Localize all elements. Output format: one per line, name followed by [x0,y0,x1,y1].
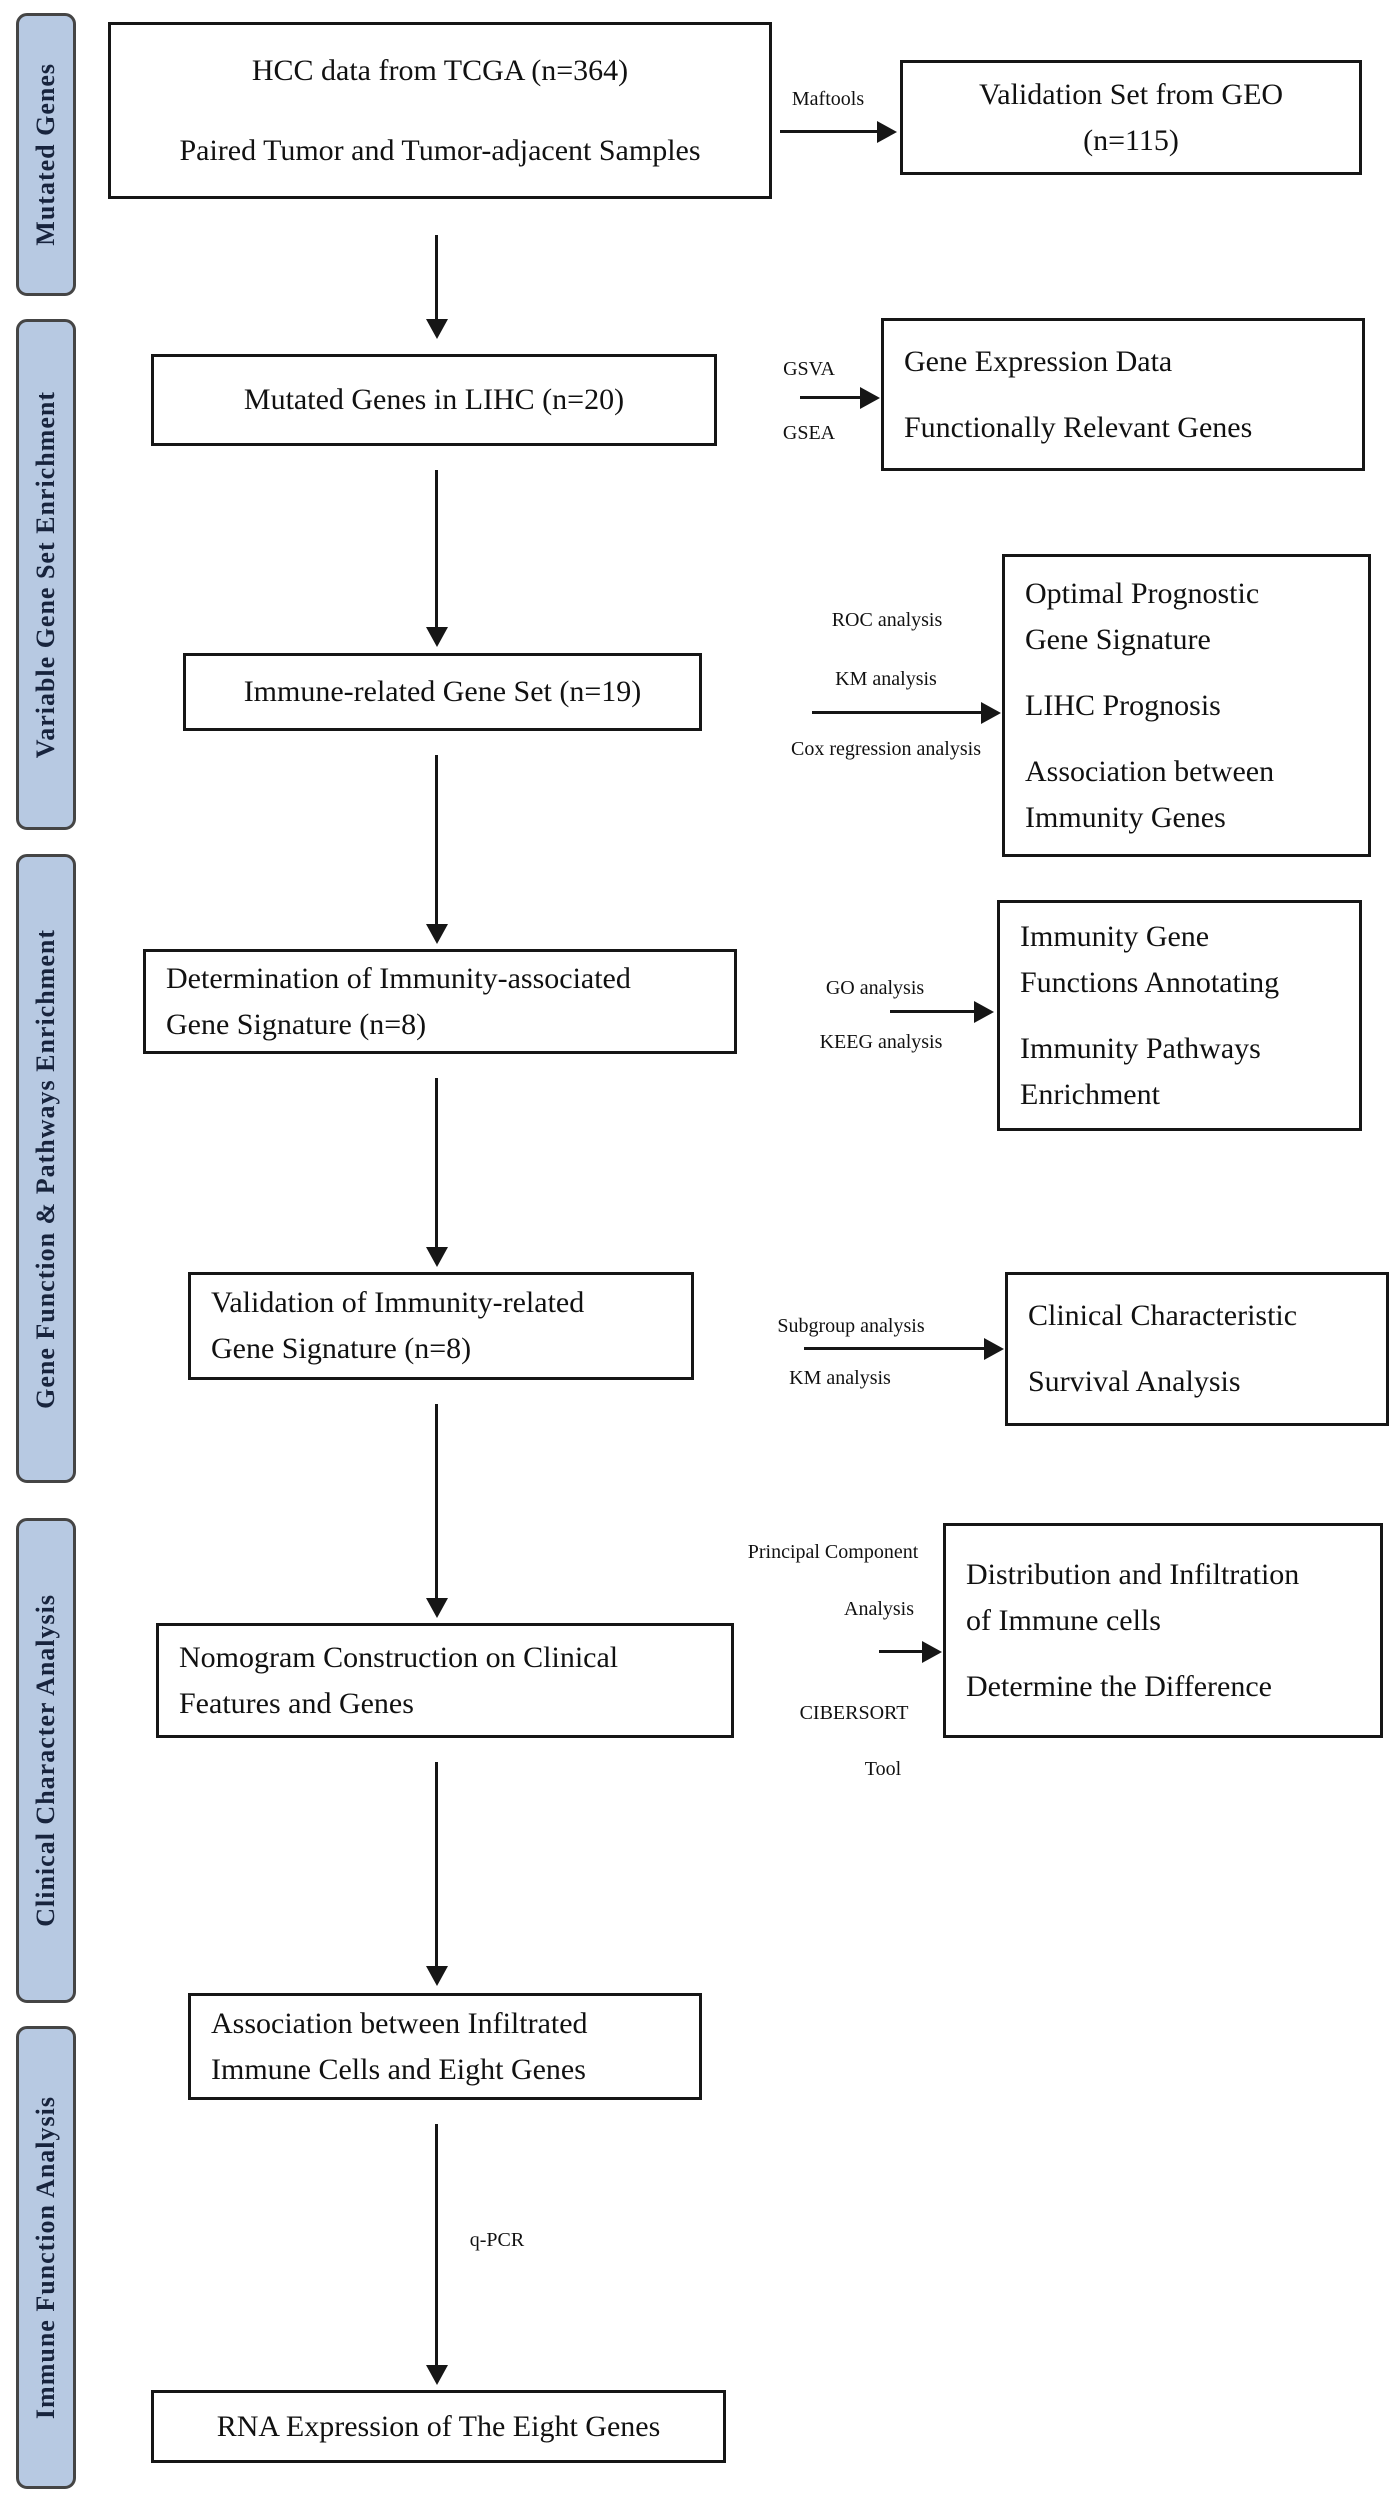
arrow-right-connector-maftools [780,130,878,133]
node-text-line: LIHC Prognosis [1025,688,1221,722]
node-association-infiltrated-cells [188,1993,702,2100]
node-optimal-prognostic-signature [1002,554,1371,857]
arrow-down-connector-5 [435,1404,438,1599]
node-text-line: Functionally Relevant Genes [904,410,1253,444]
node-text-line: (n=115) [1083,123,1179,157]
node-text-line: Gene Expression Data [904,344,1173,378]
node-text-line: Clinical Characteristic [1028,1299,1298,1332]
node-mutated-genes-lihc [151,354,717,446]
node-text-line: Immunity Gene [1020,919,1210,953]
arrow-down-connector-3 [435,755,438,925]
sidebar-section-immune-function-analysis [16,2026,76,2489]
node-text-line: Paired Tumor and Tumor-adjacent Samples [179,133,701,167]
node-text-line: HCC data from TCGA (n=364) [251,53,629,87]
arrow-down-connector-7 [435,2124,438,2366]
node-clinical-characteristic [1005,1272,1389,1426]
node-text-line: Optimal Prognostic [1025,576,1260,610]
edge-label-gsea: GSEA [782,422,836,444]
node-immunity-gene-annotating [997,900,1362,1131]
node-text-line: Immune-related Gene Set (n=19) [243,675,642,708]
edge-label-subgroup-analysis: Subgroup analysis [777,1315,925,1337]
node-text-line: Nomogram Construction on Clinical [179,1640,619,1674]
edge-label-principal-component: Principal Component [747,1541,919,1563]
arrow-right-connector-subgroup-km [804,1347,985,1350]
edge-label-go-analysis: GO analysis [825,977,925,999]
node-nomogram-construction [156,1623,734,1738]
sidebar-section-label: Mutated Genes [31,63,60,246]
sidebar-section-gene-function-pathways [16,854,76,1483]
sidebar-section-label: Gene Function & Pathways Enrichment [31,928,60,1409]
arrow-down-connector-1 [435,235,438,320]
node-text-line: Determine the Difference [966,1669,1272,1703]
edge-label-keeg-analysis: KEEG analysis [819,1031,943,1053]
edge-label-km-analysis-2: KM analysis [789,1367,891,1389]
sidebar-section-mutated-genes [16,13,76,296]
node-text-line: Association between Infiltrated [211,2006,588,2040]
node-text-line: Validation of Immunity-related [211,1286,585,1319]
node-rna-expression [151,2390,726,2463]
node-determination-gene-signature [143,949,737,1054]
node-text-line: Immunity Genes [1025,800,1226,834]
edge-label-cibersort: CIBERSORT [799,1702,909,1724]
node-text-line: Immunity Pathways [1020,1031,1261,1065]
edge-label-gsva: GSVA [783,358,835,380]
edge-label-roc-analysis: ROC analysis [831,609,943,631]
arrow-right-connector-pca-cibersort [879,1650,923,1653]
sidebar-section-clinical-character-analysis [16,1518,76,2003]
edge-label-maftools: Maftools [791,88,865,110]
edge-label-analysis: Analysis [844,1598,914,1620]
node-text-line: Functions Annotating [1020,965,1280,999]
arrow-down-connector-2 [435,470,438,628]
node-text-line: Mutated Genes in LIHC (n=20) [243,383,625,416]
edge-label-qpcr: q-PCR [469,2229,525,2251]
node-text-line: Gene Signature [1025,622,1211,656]
node-text-line: RNA Expression of The Eight Genes [216,2409,661,2443]
edge-label-km-analysis-1: KM analysis [835,668,937,690]
node-text-line: Association between [1025,754,1275,788]
node-text-line: of Immune cells [966,1603,1161,1637]
arrow-down-connector-4 [435,1078,438,1248]
arrow-right-connector-roc-km-cox [812,711,982,714]
node-text-line: Gene Signature (n=8) [166,1007,427,1041]
node-text-line: Validation Set from GEO [978,77,1284,111]
arrow-right-connector-gsva-gsea [800,396,861,399]
node-hcc-tcga [108,22,772,199]
sidebar-section-variable-gene-set-enrichment [16,319,76,830]
node-text-line: Enrichment [1020,1077,1160,1111]
node-validation-gene-signature [188,1272,694,1380]
arrow-down-connector-6 [435,1762,438,1967]
node-text-line: Distribution and Infiltration [966,1557,1300,1591]
edge-label-cox-regression: Cox regression analysis [791,738,981,760]
sidebar-section-label: Variable Gene Set Enrichment [31,390,60,759]
sidebar-section-label: Immune Function Analysis [31,2095,60,2420]
node-geo-validation-set [900,60,1362,175]
arrow-right-connector-go-keeg [890,1010,975,1013]
node-text-line: Features and Genes [179,1686,414,1720]
node-text-line: Immune Cells and Eight Genes [211,2052,586,2086]
node-text-line: Determination of Immunity-associated [166,961,631,995]
node-text-line: Survival Analysis [1028,1365,1241,1398]
node-immune-related-gene-set [183,653,702,731]
sidebar-section-label: Clinical Character Analysis [31,1594,60,1927]
node-gene-expression-data [881,318,1365,471]
node-text-line: Gene Signature (n=8) [211,1332,472,1365]
edge-label-tool: Tool [864,1758,902,1780]
node-distribution-infiltration [943,1523,1383,1738]
